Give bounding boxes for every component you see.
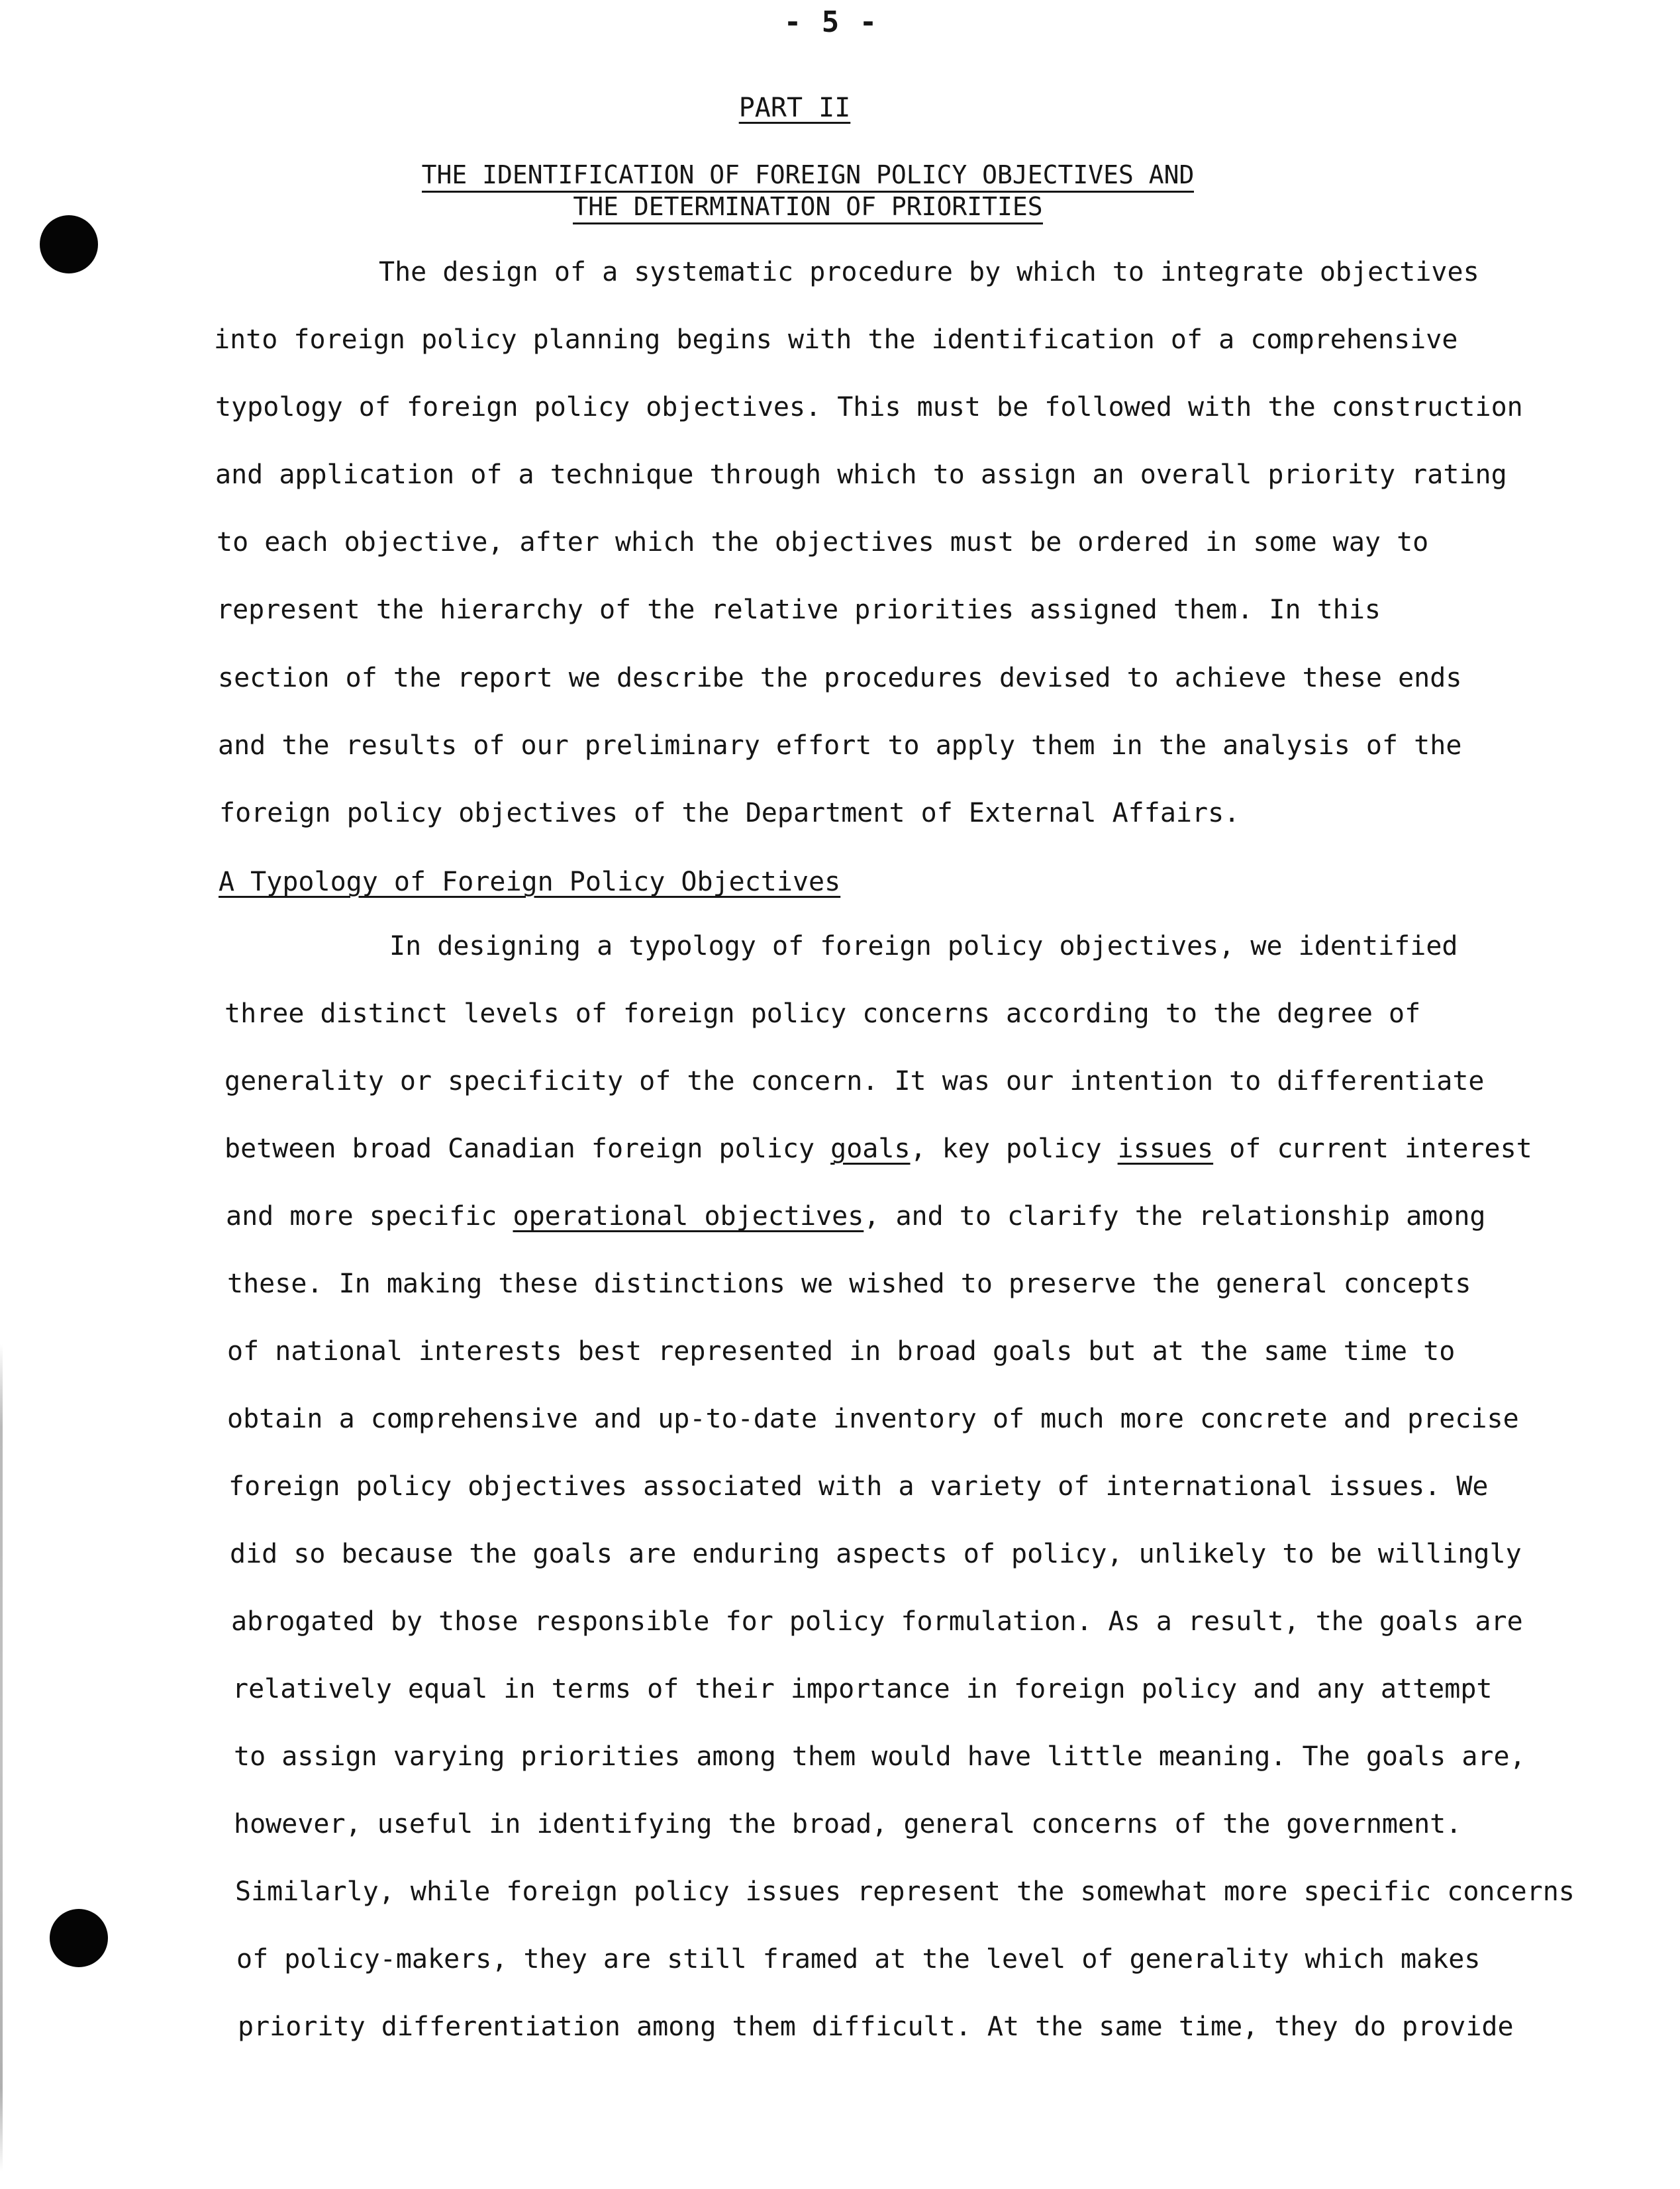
paragraph-2-line-10: did so because the goals are enduring aspects of policy, unlikely to be willingly xyxy=(230,1539,1522,1569)
paragraph-1-line-3: typology of foreign policy objectives. This must be followed with the construction xyxy=(215,392,1523,422)
paragraph-2-line-8: obtain a comprehensive and up-to-date inventory of much more concrete and precise xyxy=(227,1404,1519,1434)
paragraph-1-line-4: and application of a technique through which to assign an overall priority rating xyxy=(215,460,1507,490)
goals-term: goals xyxy=(830,1134,911,1164)
paragraph-2-line-9: foreign policy objectives associated with a variety of international issues. We xyxy=(228,1471,1489,1502)
paragraph-2-line-1: In designing a typology of foreign policy objectives, we identified xyxy=(389,931,1458,961)
paragraph-2-line-12: relatively equal in terms of their importance in foreign policy and any attempt xyxy=(232,1674,1493,1704)
paragraph-2-line-14: however, useful in identifying the broad, general concerns of the government. xyxy=(234,1809,1462,1839)
paragraph-2-line-3: generality or specificity of the concern. It was our intention to differentiate xyxy=(224,1066,1485,1096)
paragraph-1-line-2: into foreign policy planning begins with the identification of a comprehensive xyxy=(214,324,1458,355)
page-number: - 5 - xyxy=(783,5,879,39)
part-title: PART II xyxy=(738,93,851,123)
punch-hole-top xyxy=(40,215,98,273)
paragraph-1-line-8: and the results of our preliminary effort to apply them in the analysis of the xyxy=(218,730,1462,761)
paragraph-2-line-16: of policy-makers, they are still framed at the level of generality which makes xyxy=(236,1944,1481,1974)
section-heading-line-1: THE IDENTIFICATION OF FOREIGN POLICY OBJECTIVES AND xyxy=(371,159,1245,191)
paragraph-2-line-5: and more specific operational objectives, and to clarify the relationship among xyxy=(226,1201,1486,1232)
operational-objectives-term: operational objectives xyxy=(513,1201,864,1232)
typology-subheading: A Typology of Foreign Policy Objectives xyxy=(219,867,841,897)
paragraph-2-line-2: three distinct levels of foreign policy concerns according to the degree of xyxy=(224,998,1421,1029)
paragraph-2-line-13: to assign varying priorities among them would have little meaning. The goals are, xyxy=(234,1741,1526,1772)
scan-edge-artifact xyxy=(0,1344,3,2172)
punch-hole-bottom xyxy=(50,1909,108,1967)
issues-term: issues xyxy=(1117,1134,1214,1164)
section-heading xyxy=(371,159,1245,222)
paragraph-2-line-11: abrogated by those responsible for policy formulation. As a result, the goals are xyxy=(231,1606,1523,1637)
paragraph-1-line-5: to each objective, after which the objectives must be ordered in some way to xyxy=(217,527,1429,558)
paragraph-2-line-4: between broad Canadian foreign policy goals, key policy issues of current interest xyxy=(224,1134,1532,1164)
paragraph-2-line-17: priority differentiation among them difficult. At the same time, they do provide xyxy=(238,2012,1514,2042)
paragraph-1-line-6: represent the hierarchy of the relative priorities assigned them. In this xyxy=(217,595,1381,625)
paragraph-1-line-9: foreign policy objectives of the Department of External Affairs. xyxy=(219,798,1240,828)
section-heading-line-2: THE DETERMINATION OF PRIORITIES xyxy=(371,191,1245,222)
paragraph-2-line-15: Similarly, while foreign policy issues represent the somewhat more specific concerns xyxy=(235,1876,1575,1907)
paragraph-2-line-6: these. In making these distinctions we wished to preserve the general concepts xyxy=(227,1269,1471,1299)
paragraph-2-line-7: of national interests best represented in broad goals but at the same time to xyxy=(227,1336,1456,1367)
paragraph-1-line-7: section of the report we describe the procedures devised to achieve these ends xyxy=(218,663,1462,693)
paragraph-1-line-1: The design of a systematic procedure by which to integrate objectives xyxy=(379,257,1479,287)
